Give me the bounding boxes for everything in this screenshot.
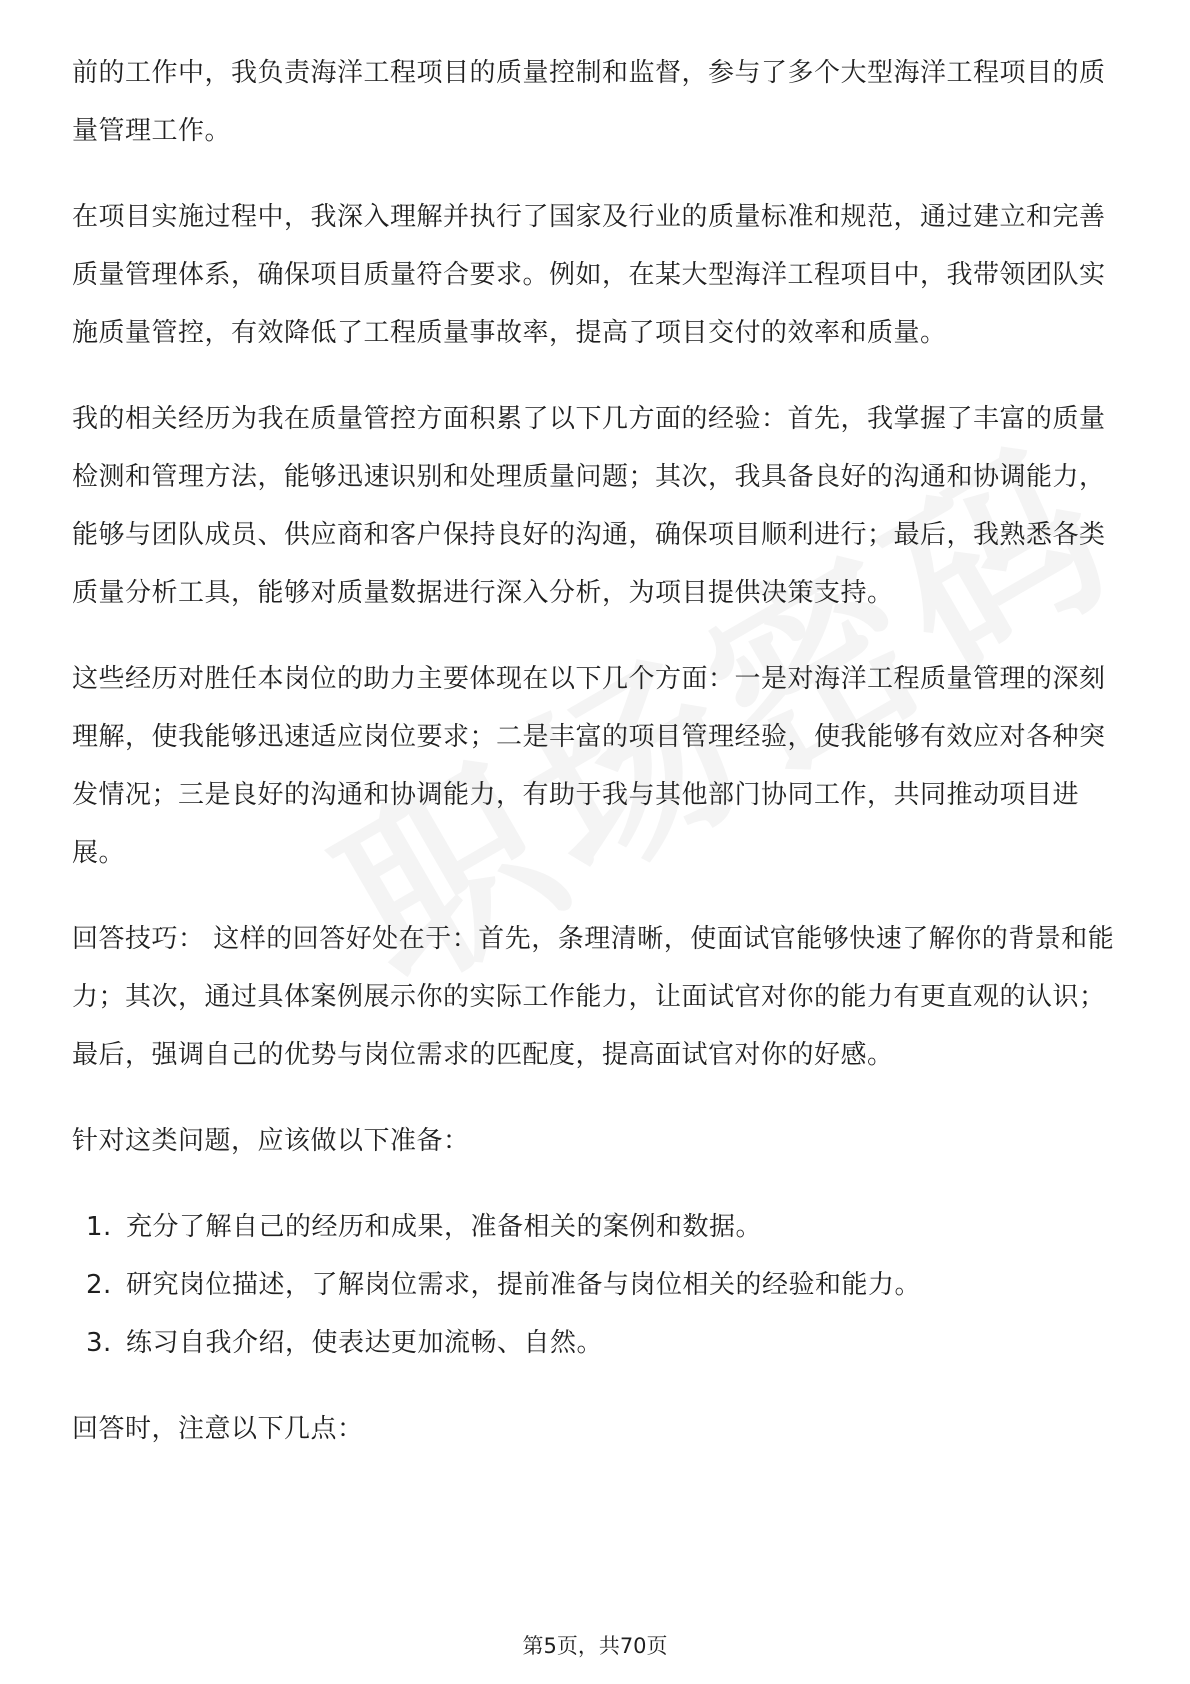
paragraph: 我的相关经历为我在质量管控方面积累了以下几方面的经验：首先，我掌握了丰富的质量检测和管理方法，能够迅速识别和处理质量问题；其次，我具备良好的沟通和协调能力，能够与团队成员、供应商和客户保持良好的沟通，确保项目顺利进行；最后，我熟悉各类质量分析工具，能够对质量数据进行深入分析，为项目提供决策支持。 <box>72 404 1106 608</box>
preparation-heading: 针对这类问题，应该做以下准备： <box>72 1126 470 1156</box>
list-item-number: 3. <box>86 1328 112 1358</box>
document-body <box>72 44 1122 1486</box>
paragraph: 在项目实施过程中，我深入理解并执行了国家及行业的质量标准和规范，通过建立和完善质量管理体系，确保项目质量符合要求。例如，在某大型海洋工程项目中，我带领团队实施质量管控，有效降低了工程质量事故率，提高了项目交付的效率和质量。 <box>72 202 1106 348</box>
list-item <box>72 1198 1122 1256</box>
list-item-text: 研究岗位描述，了解岗位需求，提前准备与岗位相关的经验和能力。 <box>126 1270 922 1300</box>
list-item-text: 充分了解自己的经历和成果，准备相关的案例和数据。 <box>126 1212 763 1242</box>
page-number-footer: 第5页，共70页 <box>522 1634 668 1658</box>
answer-tips-paragraph: 回答技巧： 这样的回答好处在于：首先，条理清晰，使面试官能够快速了解你的背景和能力；其次，通过具体案例展示你的实际工作能力，让面试官对你的能力有更直观的认识；最后，强调自己的优势与岗位需求的匹配度，提高面试官对你的好感。 <box>72 924 1115 1070</box>
list-item-number: 1. <box>86 1212 112 1242</box>
closing-line: 回答时，注意以下几点： <box>72 1414 364 1444</box>
preparation-list <box>72 1198 1122 1372</box>
list-item <box>72 1256 1122 1314</box>
list-item-number: 2. <box>86 1270 112 1300</box>
list-item <box>72 1314 1122 1372</box>
paragraph: 前的工作中，我负责海洋工程项目的质量控制和监督，参与了多个大型海洋工程项目的质量管理工作。 <box>72 58 1106 146</box>
paragraph: 这些经历对胜任本岗位的助力主要体现在以下几个方面：一是对海洋工程质量管理的深刻理解，使我能够迅速适应岗位要求；二是丰富的项目管理经验，使我能够有效应对各种突发情况；三是良好的沟通和协调能力，有助于我与其他部门协同工作，共同推动项目进展。 <box>72 664 1106 868</box>
list-item-text: 练习自我介绍，使表达更加流畅、自然。 <box>126 1328 604 1358</box>
